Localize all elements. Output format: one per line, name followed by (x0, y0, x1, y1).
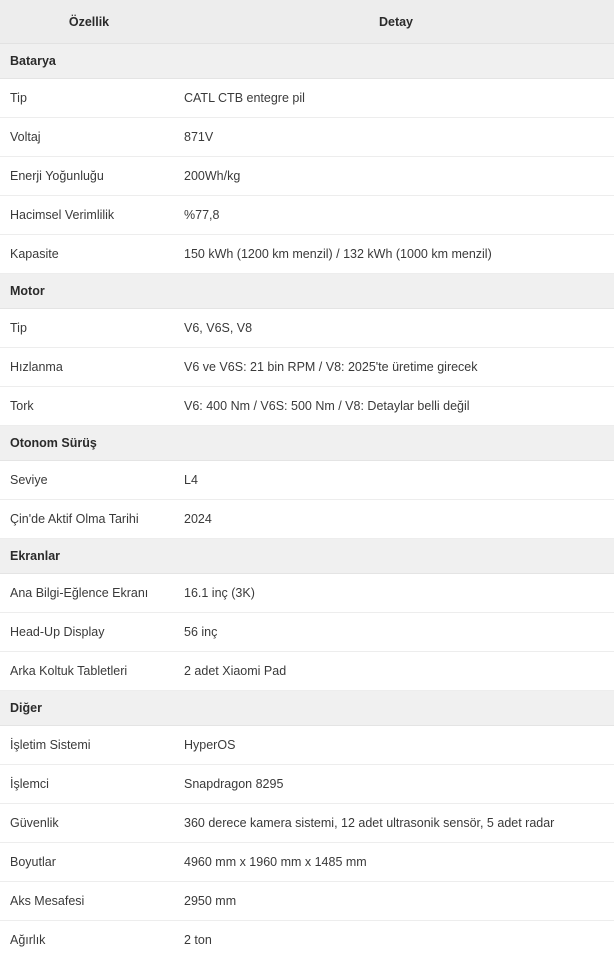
section-row (0, 274, 614, 309)
row-value: %77,8 (178, 196, 614, 235)
column-header-detail: Detay (178, 0, 614, 44)
row-label: Head-Up Display (0, 613, 178, 652)
row-value: HyperOS (178, 726, 614, 765)
section-label: Ekranlar (0, 539, 614, 574)
row-label: Aks Mesafesi (0, 882, 178, 921)
row-value: V6, V6S, V8 (178, 309, 614, 348)
table-row (0, 921, 614, 959)
row-label: Boyutlar (0, 843, 178, 882)
table-row (0, 652, 614, 691)
row-value: CATL CTB entegre pil (178, 79, 614, 118)
table-row (0, 79, 614, 118)
section-label: Diğer (0, 691, 614, 726)
table-row (0, 118, 614, 157)
row-label: Ağırlık (0, 921, 178, 959)
row-value: 56 inç (178, 613, 614, 652)
row-label: Ana Bilgi-Eğlence Ekranı (0, 574, 178, 613)
table-row (0, 235, 614, 274)
section-label: Otonom Sürüş (0, 426, 614, 461)
table-row (0, 461, 614, 500)
row-value: 2 ton (178, 921, 614, 959)
table-body (0, 44, 614, 959)
table-row (0, 196, 614, 235)
table-row (0, 157, 614, 196)
row-value: 16.1 inç (3K) (178, 574, 614, 613)
row-label: Arka Koltuk Tabletleri (0, 652, 178, 691)
row-label: Güvenlik (0, 804, 178, 843)
table-row (0, 726, 614, 765)
section-row (0, 44, 614, 79)
row-value: 360 derece kamera sistemi, 12 adet ultrasonik sensör, 5 adet radar (178, 804, 614, 843)
table-row (0, 613, 614, 652)
section-label: Motor (0, 274, 614, 309)
row-label: Tork (0, 387, 178, 426)
row-value: 2950 mm (178, 882, 614, 921)
row-value: Snapdragon 8295 (178, 765, 614, 804)
row-value: 871V (178, 118, 614, 157)
section-row (0, 691, 614, 726)
row-value: 200Wh/kg (178, 157, 614, 196)
row-value: 4960 mm x 1960 mm x 1485 mm (178, 843, 614, 882)
table-row (0, 574, 614, 613)
row-label: İşletim Sistemi (0, 726, 178, 765)
section-row (0, 539, 614, 574)
row-label: Voltaj (0, 118, 178, 157)
row-value: V6 ve V6S: 21 bin RPM / V8: 2025'te üretime girecek (178, 348, 614, 387)
row-label: Kapasite (0, 235, 178, 274)
row-value: 150 kWh (1200 km menzil) / 132 kWh (1000 km menzil) (178, 235, 614, 274)
row-label: Tip (0, 309, 178, 348)
row-label: Hızlanma (0, 348, 178, 387)
table-row (0, 309, 614, 348)
row-value: 2 adet Xiaomi Pad (178, 652, 614, 691)
section-label: Batarya (0, 44, 614, 79)
table-row (0, 804, 614, 843)
row-label: Hacimsel Verimlilik (0, 196, 178, 235)
table-row (0, 765, 614, 804)
row-value: 2024 (178, 500, 614, 539)
table-head (0, 0, 614, 44)
table-row (0, 500, 614, 539)
row-label: Enerji Yoğunluğu (0, 157, 178, 196)
table-row (0, 882, 614, 921)
row-value: V6: 400 Nm / V6S: 500 Nm / V8: Detaylar belli değil (178, 387, 614, 426)
table-row (0, 348, 614, 387)
table-header-row (0, 0, 614, 44)
row-label: Çin'de Aktif Olma Tarihi (0, 500, 178, 539)
row-label: Tip (0, 79, 178, 118)
row-label: İşlemci (0, 765, 178, 804)
row-label: Seviye (0, 461, 178, 500)
column-header-feature: Özellik (0, 0, 178, 44)
table-row (0, 843, 614, 882)
table-row (0, 387, 614, 426)
section-row (0, 426, 614, 461)
row-value: L4 (178, 461, 614, 500)
